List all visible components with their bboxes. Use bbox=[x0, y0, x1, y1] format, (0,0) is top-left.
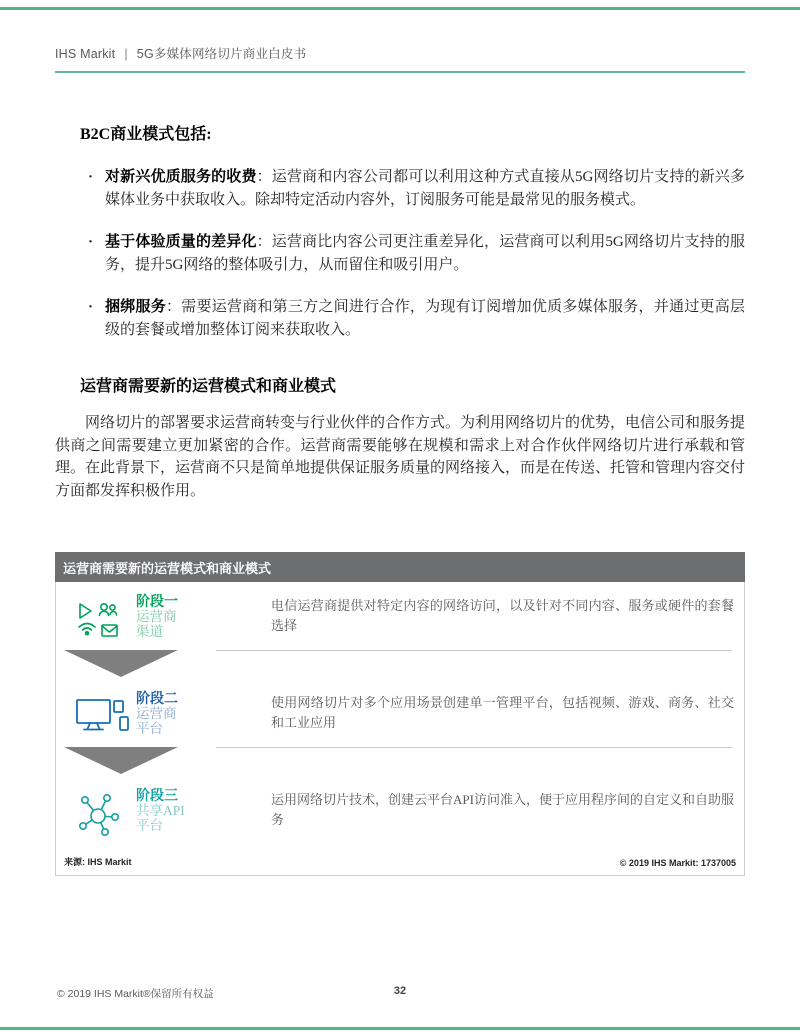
divider bbox=[216, 747, 732, 748]
bullet-text: 捆绑服务：需要运营商和第三方之间进行合作，为现有订阅增加优质多媒体服务，并通过更高层级的套餐或增加整体订阅来获取收入。 bbox=[105, 299, 745, 338]
down-arrow-icon bbox=[64, 747, 178, 774]
stage-description: 运用网络切片技术，创建云平台API访问准入，便于应用程序间的自定义和自助服务 bbox=[271, 792, 734, 827]
bullet-marker: · bbox=[88, 169, 94, 185]
stage-transition bbox=[56, 738, 744, 776]
stage-transition bbox=[56, 641, 744, 679]
header-rule bbox=[55, 71, 745, 73]
b2c-heading: B2C商业模式包括: bbox=[80, 126, 212, 143]
media-services-icon bbox=[76, 595, 136, 639]
list-item bbox=[55, 166, 745, 211]
stage-row-3 bbox=[56, 776, 744, 839]
page-number: 32 bbox=[393, 985, 407, 997]
stage-description: 电信运营商提供对特定内容的网络访问，以及针对不同内容、服务或硬件的套餐选择 bbox=[271, 598, 734, 633]
play-icon bbox=[80, 604, 91, 618]
users-icon bbox=[100, 604, 117, 616]
figure-source: 来源: IHS Markit bbox=[64, 857, 132, 867]
bullet-term: 对新兴优质服务的收费 bbox=[105, 169, 257, 185]
stage-subtitle: 平台 bbox=[136, 720, 163, 736]
down-arrow-icon bbox=[64, 650, 178, 677]
page-body bbox=[55, 0, 745, 876]
b2c-bullet-list bbox=[55, 166, 745, 341]
figure-operator-models bbox=[55, 552, 745, 876]
figure-body bbox=[55, 582, 745, 876]
stage-label-block bbox=[136, 789, 228, 833]
monitor-icon bbox=[77, 700, 110, 730]
stage-title: 阶段三 bbox=[136, 789, 178, 804]
bullet-term: 基于体验质量的差异化 bbox=[105, 234, 257, 250]
brand-text: IHS Markit bbox=[55, 47, 116, 61]
stage-subtitle: 运营商 bbox=[136, 609, 177, 624]
divider bbox=[216, 650, 732, 651]
stage-title: 阶段二 bbox=[136, 692, 178, 707]
network-hub-icon bbox=[76, 789, 136, 837]
list-item bbox=[55, 231, 745, 276]
bullet-marker: · bbox=[88, 234, 94, 250]
figure-title-bar: 运营商需要新的运营模式和商业模式 bbox=[55, 552, 745, 582]
multi-device-icon bbox=[76, 692, 136, 736]
bullet-text: 对新兴优质服务的收费：运营商和内容公司都可以利用这种方式直接从5G网络切片支持的新兴多媒体业务中获取收入。除却特定活动内容外，订阅服务可能是最常见的服务模式。 bbox=[105, 169, 745, 208]
stage-title: 阶段一 bbox=[136, 595, 178, 610]
tablet-icon bbox=[114, 701, 123, 712]
page-copyright: © 2019 IHS Markit®保留所有权益 bbox=[57, 988, 214, 1000]
stage-subtitle: 共享API bbox=[136, 803, 185, 818]
header-separator: | bbox=[124, 47, 128, 61]
stage-label-block bbox=[136, 595, 228, 639]
wifi-icon bbox=[79, 624, 95, 635]
stage-row-1 bbox=[56, 582, 744, 641]
bottom-accent-bar bbox=[0, 1027, 800, 1030]
list-item bbox=[55, 296, 745, 341]
figure-credit: © 2019 IHS Markit: 1737005 bbox=[619, 858, 736, 868]
phone-icon bbox=[120, 717, 128, 730]
stage-description: 使用网络切片对多个应用场景创建单一管理平台，包括视频、游戏、商务、社交和工业应用 bbox=[271, 695, 734, 730]
mail-icon bbox=[102, 625, 117, 636]
bullet-term: 捆绑服务 bbox=[105, 299, 166, 315]
section-heading: 运营商需要新的运营模式和商业模式 bbox=[80, 378, 337, 395]
stage-row-2 bbox=[56, 679, 744, 738]
stage-subtitle: 渠道 bbox=[136, 623, 163, 639]
section-paragraph: 网络切片的部署要求运营商转变与行业伙伴的合作方式。为利用网络切片的优势，电信公司和服务提供商之间需要建立更加紧密的合作。运营商需要能够在规模和需求上对合作伙伴网络切片进行承载和管理。在此背景下，运营商不只是简单地提供保证服务质量的网络接入，而是在传送、托管和管理内容交付方面都发挥积极作用。 bbox=[55, 415, 746, 499]
page-header bbox=[55, 44, 745, 62]
stage-subtitle: 运营商 bbox=[136, 706, 177, 721]
stage-subtitle: 平台 bbox=[136, 817, 163, 833]
header-doc-title: 5G多媒体网络切片商业白皮书 bbox=[136, 47, 307, 61]
bullet-marker: · bbox=[88, 299, 94, 315]
bullet-text: 基于体验质量的差异化：运营商比内容公司更注重差异化，运营商可以利用5G网络切片支持的服务，提升5G网络的整体吸引力，从而留住和吸引用户。 bbox=[105, 234, 745, 273]
stage-label-block bbox=[136, 692, 228, 736]
figure-footer bbox=[56, 839, 744, 875]
